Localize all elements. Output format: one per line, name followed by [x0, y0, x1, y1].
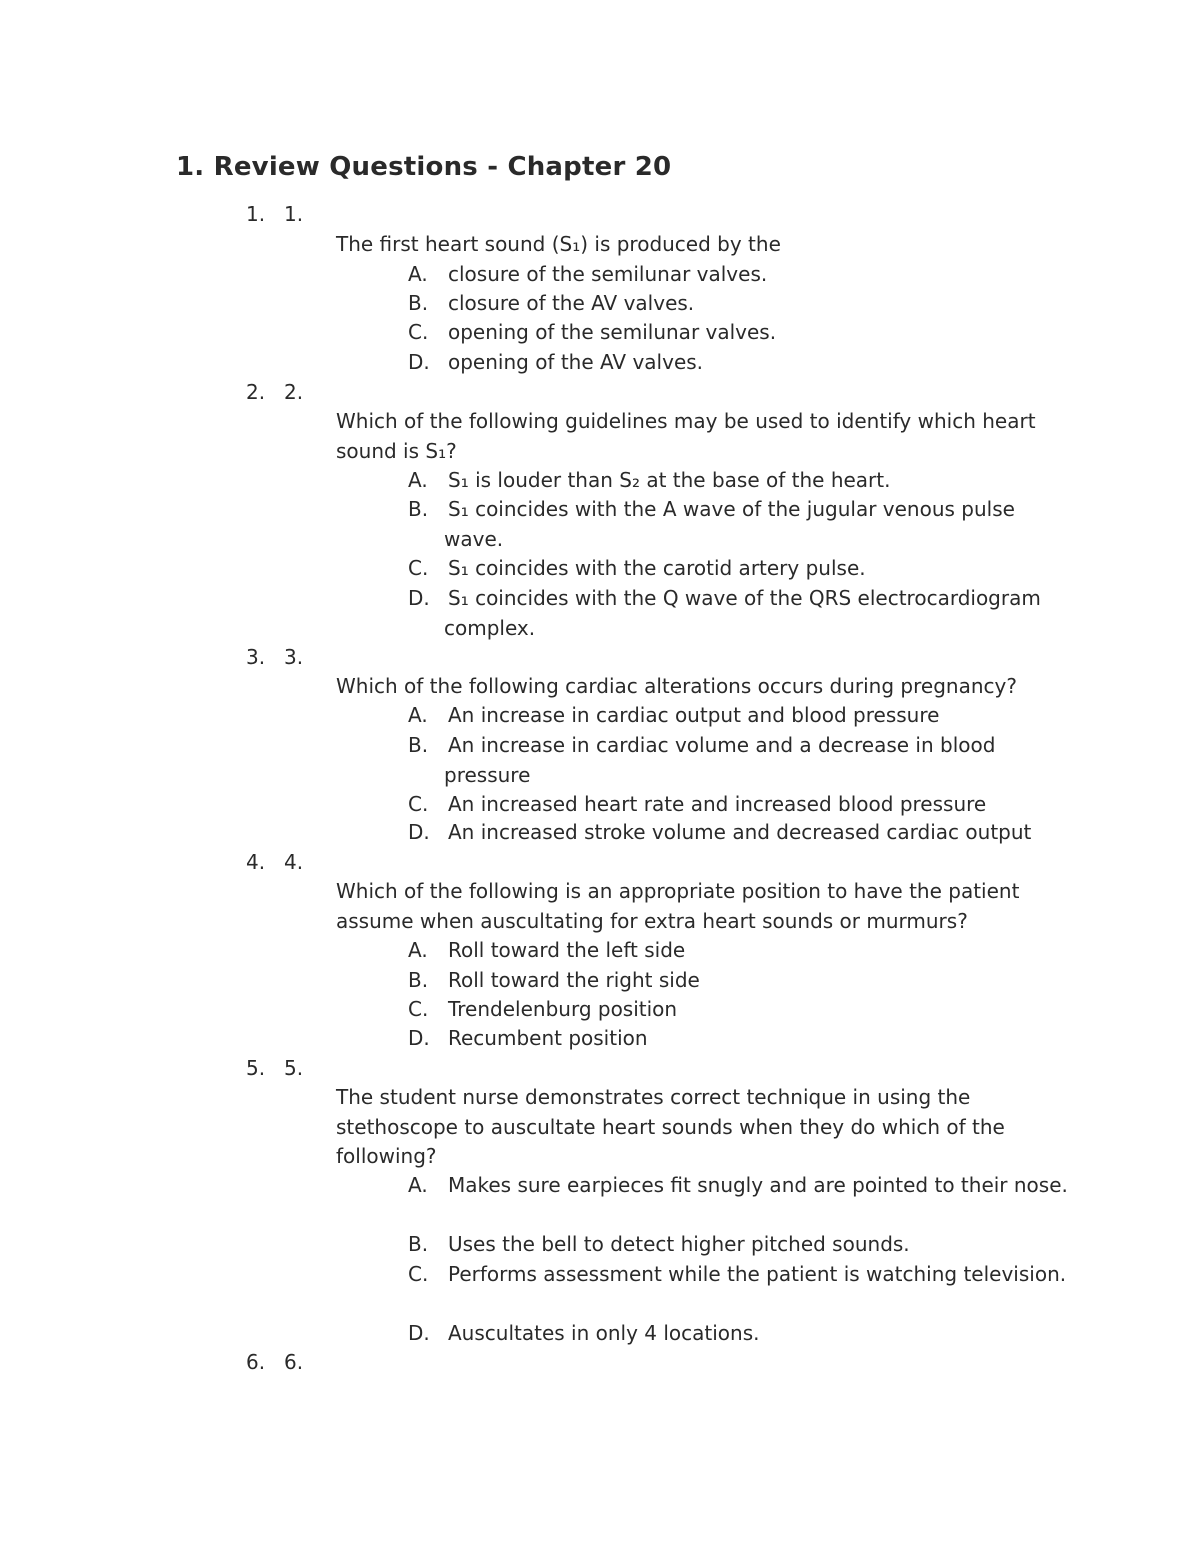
- list-number: 2.: [246, 380, 266, 404]
- answer-option: [408, 1319, 1068, 1349]
- answer-option: [408, 818, 1068, 848]
- question-label: 6.: [284, 1350, 304, 1374]
- option-text: An increase in cardiac volume and a decrease in blood pressure: [444, 733, 996, 787]
- question-label: 3.: [284, 645, 304, 669]
- option-text: opening of the AV valves.: [448, 350, 704, 374]
- answer-option: [408, 466, 1068, 496]
- answer-option: [408, 554, 1068, 584]
- option-letter: B.: [408, 968, 429, 992]
- option-text: closure of the semilunar valves.: [448, 262, 768, 286]
- question-stem: Which of the following guidelines may be used to identify which heart sound is S₁?: [336, 409, 1036, 463]
- option-letter: A.: [408, 703, 428, 727]
- option-letter: B.: [408, 497, 429, 521]
- answer-option: [408, 1230, 1068, 1260]
- option-letter: C.: [408, 556, 429, 580]
- option-letter: A.: [408, 262, 428, 286]
- answer-option: [408, 790, 1068, 820]
- answer-option: [408, 731, 1068, 790]
- option-text: Performs assessment while the patient is watching television.: [448, 1262, 1067, 1286]
- list-number: 5.: [246, 1056, 266, 1080]
- option-text: S₁ is louder than S₂ at the base of the heart.: [448, 468, 891, 492]
- option-text: Uses the bell to detect higher pitched sounds.: [448, 1232, 910, 1256]
- option-text: An increase in cardiac output and blood pressure: [448, 703, 940, 727]
- option-text: Roll toward the left side: [448, 938, 686, 962]
- option-letter: C.: [408, 792, 429, 816]
- option-letter: B.: [408, 733, 429, 757]
- option-text: S₁ coincides with the Q wave of the QRS electrocardiogram complex.: [444, 586, 1041, 640]
- answer-option: [408, 995, 1068, 1025]
- answer-option: [408, 966, 1068, 996]
- option-letter: B.: [408, 291, 429, 315]
- answer-option: [408, 584, 1068, 643]
- option-letter: D.: [408, 1321, 430, 1345]
- list-number: 4.: [246, 850, 266, 874]
- option-text: closure of the AV valves.: [448, 291, 695, 315]
- option-letter: A.: [408, 938, 428, 962]
- option-text: S₁ coincides with the A wave of the jugular venous pulse wave.: [444, 497, 1015, 551]
- answer-option: [408, 1260, 1068, 1290]
- option-text: An increased heart rate and increased blood pressure: [448, 792, 987, 816]
- option-letter: D.: [408, 350, 430, 374]
- answer-option: [408, 1024, 1068, 1054]
- option-text: opening of the semilunar valves.: [448, 320, 777, 344]
- question-stem: The student nurse demonstrates correct technique in using the stethoscope to auscultate heart sounds when they do which of the following?: [336, 1085, 1005, 1168]
- option-letter: A.: [408, 468, 428, 492]
- question-label: 1.: [284, 202, 304, 226]
- list-number: 3.: [246, 645, 266, 669]
- question-label: 2.: [284, 380, 304, 404]
- option-text: S₁ coincides with the carotid artery pulse.: [448, 556, 866, 580]
- option-text: Roll toward the right side: [448, 968, 700, 992]
- option-letter: D.: [408, 1026, 430, 1050]
- answer-option: [408, 318, 1068, 348]
- option-text: Trendelenburg position: [448, 997, 678, 1021]
- question-stem: Which of the following is an appropriate position to have the patient assume when auscultating for extra heart sounds or murmurs?: [336, 879, 1020, 933]
- answer-option: [408, 1171, 1068, 1201]
- question-label: 5.: [284, 1056, 304, 1080]
- list-number: 1.: [246, 202, 266, 226]
- option-text: Recumbent position: [448, 1026, 648, 1050]
- page-heading: 1. Review Questions - Chapter 20: [176, 152, 672, 182]
- list-number: 6.: [246, 1350, 266, 1374]
- option-letter: C.: [408, 1262, 429, 1286]
- question-stem: Which of the following cardiac alterations occurs during pregnancy?: [336, 674, 1017, 698]
- option-letter: D.: [408, 820, 430, 844]
- answer-option: [408, 936, 1068, 966]
- option-letter: C.: [408, 320, 429, 344]
- question-stem: The first heart sound (S₁) is produced by the: [336, 232, 781, 256]
- option-text: Makes sure earpieces fit snugly and are pointed to their nose.: [448, 1173, 1068, 1197]
- option-text: Auscultates in only 4 locations.: [448, 1321, 760, 1345]
- answer-option: [408, 289, 1068, 319]
- option-letter: C.: [408, 997, 429, 1021]
- question-label: 4.: [284, 850, 304, 874]
- answer-option: [408, 495, 1068, 554]
- option-letter: B.: [408, 1232, 429, 1256]
- answer-option: [408, 348, 1068, 378]
- option-text: An increased stroke volume and decreased cardiac output: [448, 820, 1032, 844]
- option-letter: A.: [408, 1173, 428, 1197]
- answer-option: [408, 701, 1068, 731]
- option-letter: D.: [408, 586, 430, 610]
- answer-option: [408, 260, 1068, 290]
